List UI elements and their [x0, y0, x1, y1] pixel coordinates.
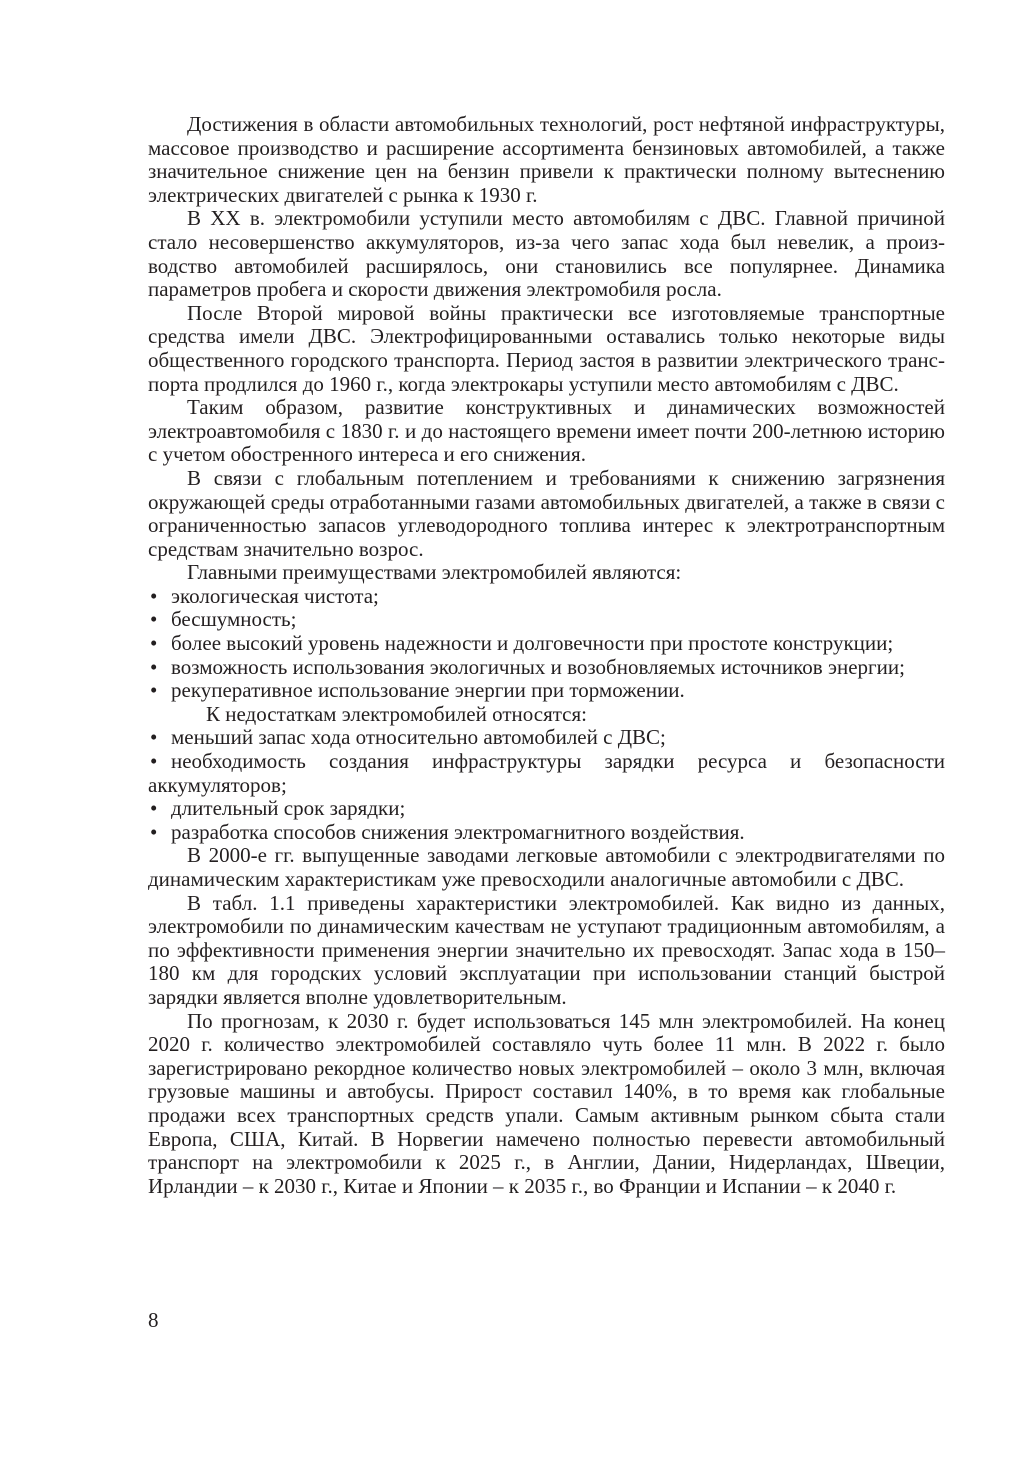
advantages-intro: Главными преимуществами электромобилей являются:	[187, 560, 682, 585]
disadvantage-item	[148, 821, 945, 845]
disadvantage-item	[148, 726, 945, 750]
page-number: 8	[148, 1308, 159, 1332]
bullet-icon: •	[150, 819, 158, 844]
disadvantage-item-text: разработка способов снижения электромагнитного воздействия.	[171, 819, 745, 844]
paragraph-2000s: В 2000-е гг. выпущенные заводами легковые автомобили с электродвигателями по динамическим характеристикам уже превосходили аналогичные автомобили с ДВС.	[148, 843, 945, 891]
bullet-icon: •	[150, 607, 158, 632]
bullet-icon: •	[150, 583, 158, 608]
paragraph-history-summary: Таким образом, развитие конструктивных и динамических возможностей электроавтомобиля с 1830 г. и до настоящего времени имеет почти 200-летнюю историю с учетом обостренного интереса и его снижения.	[148, 395, 945, 467]
bullet-icon: •	[150, 796, 158, 821]
advantage-item-text: более высокий уровень надежности и долговечности при простоте конструкции;	[171, 631, 894, 656]
paragraph-20th-century: В XX в. электромобили уступили место автомобилям с ДВС. Главной причиной стало несовершенство аккумуляторов, из-за чего запас хода был невелик, а производство автомобилей расширялось, они становились все популярнее. Динамика параметров пробега и скорости движения электромобиля росла.	[148, 206, 945, 302]
advantage-item-text: рекуперативное использование энергии при торможении.	[171, 678, 685, 703]
bullet-icon: •	[150, 678, 158, 703]
advantage-item-text: экологическая чистота;	[171, 583, 379, 608]
advantage-item-text: возможность использования экологичных и возобновляемых источников энергии;	[171, 654, 905, 679]
bullet-icon: •	[150, 749, 158, 774]
paragraph-global-warming: В связи с глобальным потеплением и требованиями к снижению загрязнения окружающей среды отработанными газами автомобильных двигателей, а также в связи с ограниченностью запасов углеводородного топлива интерес к электротранспортным средствам значительно возрос.	[148, 465, 945, 561]
advantage-item	[148, 608, 945, 632]
advantage-item	[148, 656, 945, 680]
bullet-icon: •	[150, 631, 158, 656]
advantage-item	[148, 632, 945, 656]
bullet-icon: •	[150, 654, 158, 679]
disadvantage-item-text: необходимость создания инфраструктуры зарядки ресурса и безопасности аккумуляторов;	[148, 749, 945, 797]
paragraph-automotive-tech: Достижения в области автомобильных технологий, рост нефтяной инфраструктуры, массовое производство и расширение ассортимента бензиновых автомобилей, а также значительное снижение цен на бензин привели к практически полному вытеснению электрических двигателей с рынка к 1930 г.	[148, 112, 945, 207]
disadvantage-item	[148, 750, 945, 797]
advantage-item-text: бесшумность;	[171, 607, 297, 632]
paragraph-post-war: После Второй мировой войны практически все изготовляемые транспортные средства имели ДВС. Электрофицированными оставались только некоторые виды общественного городского транспорта. Период застоя в развитии электрического транспорта продлился до 1960 г., когда электрокары уступили место автомобилям с ДВС.	[148, 300, 945, 396]
paragraph-forecast: По прогнозам, к 2030 г. будет использоваться 145 млн электромобилей. На конец 2020 г. количество электромобилей составляло чуть более 11 млн. В 2022 г. было зарегистрировано рекордное количество новых электромобилей – около 3 млн, включая грузовые машины и автобусы. Прирост составил 140%, в то время как глобальные продажи всех транспортных средств упали. Самым активным рынком сбыта стали Европа, США, Китай. В Норвегии намечено полностью перевести автомобильный транспорт на электромобили к 2025 г., в Англии, Дании, Нидерландах, Швеции, Ирландии – к 2030 г., Китае и Японии – к 2035 г., во Франции и Испании – к 2040 г.	[148, 1008, 945, 1198]
disadvantage-item-text: меньший запас хода относительно автомобилей с ДВС;	[171, 725, 666, 750]
disadvantages-intro: К недостаткам электромобилей относятся:	[206, 701, 587, 726]
bullet-icon: •	[150, 725, 158, 750]
paragraph-table-reference: В табл. 1.1 приведены характеристики электромобилей. Как видно из данных, электромобили по динамическим качествам не уступают традиционным автомобилям, а по эффективности применения энергии значительно их превосходят. Запас хода в 150–180 км для городских условий эксплуатации при использовании станций быстрой зарядки является вполне удовлетворительным.	[148, 890, 945, 1009]
advantage-item	[148, 679, 945, 703]
advantage-item	[148, 585, 945, 609]
disadvantage-item	[148, 797, 945, 821]
disadvantage-item-text: длительный срок зарядки;	[171, 796, 406, 821]
text-column	[148, 113, 945, 1198]
